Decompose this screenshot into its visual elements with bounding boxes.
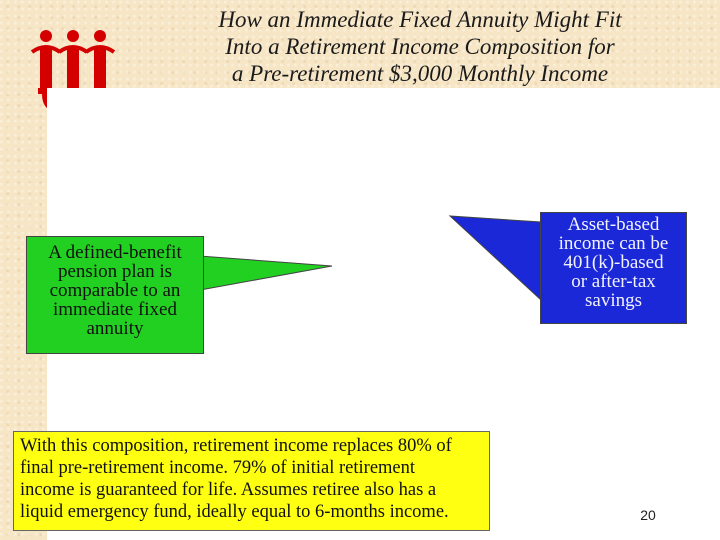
title-line: Into a Retirement Income Composition for <box>225 34 615 59</box>
note-line: liquid emergency fund, ideally equal to 6-months income. <box>20 502 449 522</box>
callout-line: income can be <box>558 233 669 254</box>
callout-line: Asset-based <box>567 214 660 235</box>
note-line: final pre-retirement income. 79% of initial retirement <box>20 458 416 478</box>
composition-note <box>13 431 490 531</box>
callout-line: pension plan is <box>58 261 172 282</box>
callout-line: 401(k)-based <box>563 252 664 273</box>
pension-callout <box>26 236 204 354</box>
callout-line: annuity <box>86 318 144 339</box>
page-number: 20 <box>640 507 656 523</box>
note-line: income is guaranteed for life. Assumes retiree also has a <box>20 480 437 500</box>
callout-line: or after-tax <box>571 271 656 292</box>
title-line: How an Immediate Fixed Annuity Might Fit <box>218 7 622 32</box>
asset-callout <box>540 212 687 324</box>
asset-callout-pointer <box>450 216 541 300</box>
note-line: With this composition, retirement income replaces 80% of <box>20 436 452 456</box>
title-line: a Pre-retirement $3,000 Monthly Income <box>231 61 609 86</box>
callout-line: A defined-benefit <box>48 242 182 263</box>
callout-line: savings <box>585 290 642 311</box>
callout-line: immediate fixed <box>53 299 177 320</box>
pension-callout-pointer <box>200 256 332 290</box>
callout-line: comparable to an <box>49 280 181 301</box>
